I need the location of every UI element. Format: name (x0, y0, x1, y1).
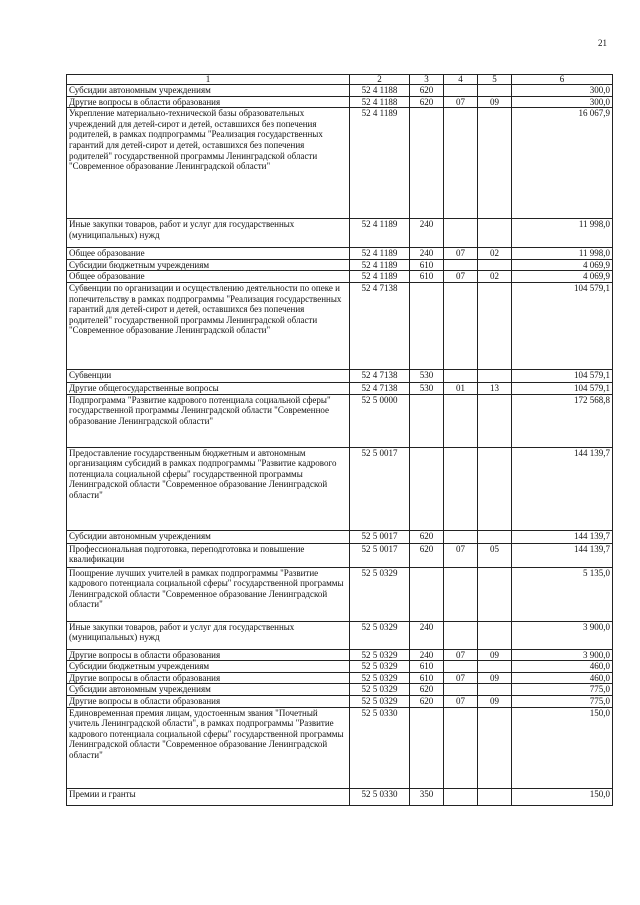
row-subsection (478, 661, 512, 673)
row-amount: 300,0 (512, 96, 613, 108)
table-row (67, 248, 613, 260)
row-amount: 16 067,9 (512, 108, 613, 219)
row-name: Субсидии бюджетным учреждениям (67, 661, 350, 673)
row-amount: 775,0 (512, 684, 613, 696)
header-cell: 5 (478, 75, 512, 85)
budget-table (66, 74, 613, 806)
row-subsection (478, 567, 512, 621)
row-name: Поощрение лучших учителей в рамках подпрограммы "Развитие кадрового потенциала социальной сферы" государственной программы Ленинградской области "Современное образование Ленинградской области" (67, 567, 350, 621)
table-row (67, 259, 613, 271)
row-section: 07 (444, 543, 478, 567)
row-subsection (478, 621, 512, 649)
row-target-code: 52 5 0329 (350, 684, 410, 696)
table-row (67, 661, 613, 673)
table-row (67, 394, 613, 447)
row-target-code: 52 5 0329 (350, 661, 410, 673)
row-target-code: 52 4 1188 (350, 85, 410, 97)
row-expense-type: 530 (410, 382, 444, 394)
row-section: 07 (444, 695, 478, 707)
row-target-code: 52 5 0017 (350, 447, 410, 530)
row-name: Субвенции (67, 369, 350, 382)
row-subsection (478, 282, 512, 369)
row-section: 07 (444, 672, 478, 684)
row-section: 07 (444, 271, 478, 283)
row-expense-type: 610 (410, 259, 444, 271)
table-row (67, 684, 613, 696)
row-amount: 4 069,9 (512, 271, 613, 283)
row-amount: 460,0 (512, 672, 613, 684)
row-target-code: 52 5 0329 (350, 621, 410, 649)
row-subsection (478, 108, 512, 219)
row-name: Другие вопросы в области образования (67, 672, 350, 684)
row-name: Субсидии автономным учреждениям (67, 85, 350, 97)
row-name: Другие общегосударственные вопросы (67, 382, 350, 394)
table-header-row (67, 75, 613, 85)
row-amount: 172 568,8 (512, 394, 613, 447)
row-section (444, 530, 478, 543)
row-expense-type: 240 (410, 621, 444, 649)
row-name: Другие вопросы в области образования (67, 96, 350, 108)
row-expense-type: 620 (410, 684, 444, 696)
row-target-code: 52 4 1189 (350, 219, 410, 248)
row-subsection: 13 (478, 382, 512, 394)
row-amount: 300,0 (512, 85, 613, 97)
table-row (67, 649, 613, 661)
row-amount: 460,0 (512, 661, 613, 673)
row-expense-type: 240 (410, 248, 444, 260)
row-target-code: 52 5 0000 (350, 394, 410, 447)
row-expense-type: 620 (410, 530, 444, 543)
row-name: Иные закупки товаров, работ и услуг для государственных (муниципальных) нужд (67, 621, 350, 649)
row-name: Другие вопросы в области образования (67, 649, 350, 661)
row-expense-type (410, 567, 444, 621)
row-section (444, 219, 478, 248)
table-row (67, 672, 613, 684)
row-expense-type: 620 (410, 85, 444, 97)
row-expense-type: 240 (410, 649, 444, 661)
row-expense-type: 530 (410, 369, 444, 382)
row-subsection: 05 (478, 543, 512, 567)
row-target-code: 52 5 0329 (350, 649, 410, 661)
row-expense-type: 610 (410, 271, 444, 283)
row-section (444, 661, 478, 673)
row-target-code: 52 4 7138 (350, 382, 410, 394)
header-cell: 4 (444, 75, 478, 85)
row-subsection (478, 684, 512, 696)
row-subsection (478, 447, 512, 530)
row-amount: 144 139,7 (512, 530, 613, 543)
row-expense-type: 610 (410, 672, 444, 684)
row-target-code: 52 4 1188 (350, 96, 410, 108)
row-amount: 3 900,0 (512, 649, 613, 661)
row-target-code: 52 5 0330 (350, 788, 410, 805)
row-section (444, 369, 478, 382)
table-row (67, 85, 613, 97)
table-row (67, 108, 613, 219)
header-cell: 3 (410, 75, 444, 85)
row-expense-type: 240 (410, 219, 444, 248)
row-target-code: 52 4 7138 (350, 282, 410, 369)
row-section (444, 282, 478, 369)
row-expense-type: 350 (410, 788, 444, 805)
row-expense-type: 620 (410, 96, 444, 108)
table-row (67, 788, 613, 805)
row-target-code: 52 4 1189 (350, 108, 410, 219)
row-target-code: 52 4 7138 (350, 369, 410, 382)
row-expense-type: 620 (410, 543, 444, 567)
row-subsection (478, 259, 512, 271)
table-row (67, 369, 613, 382)
row-amount: 150,0 (512, 788, 613, 805)
row-subsection: 09 (478, 672, 512, 684)
row-expense-type (410, 447, 444, 530)
row-name: Предоставление государственным бюджетным и автономным организациям субсидий в рамках подпрограммы "Развитие кадрового потенциала социальной сферы" государственной программы Ленинградской области "Современное образование Ленинградской области" (67, 447, 350, 530)
row-name: Премии и гранты (67, 788, 350, 805)
row-name: Общее образование (67, 271, 350, 283)
row-amount: 104 579,1 (512, 282, 613, 369)
row-target-code: 52 5 0329 (350, 567, 410, 621)
row-expense-type (410, 394, 444, 447)
table-row (67, 382, 613, 394)
row-section (444, 621, 478, 649)
row-expense-type (410, 707, 444, 788)
table-row (67, 271, 613, 283)
row-subsection (478, 788, 512, 805)
row-name: Субвенции по организации и осуществлению деятельности по опеке и попечительству в рамках подпрограммы "Реализация государственных гарантий для детей-сирот и детей, оставшихся без попечения родителей" государственной программы Ленинградской области "Современное образование Ленинградской области" (67, 282, 350, 369)
row-name: Укрепление материально-технической базы образовательных учреждений для детей-сирот и детей, оставшихся без попечения родителей, в рамках подпрограммы "Реализация государственных гарантий для детей-сирот и детей, оставшихся без попечения родителей" государственной программы Ленинградской области "Современное образование Ленинградской области" (67, 108, 350, 219)
row-subsection (478, 219, 512, 248)
table-row (67, 543, 613, 567)
row-target-code: 52 4 1189 (350, 271, 410, 283)
row-expense-type: 610 (410, 661, 444, 673)
row-amount: 144 139,7 (512, 543, 613, 567)
row-target-code: 52 5 0017 (350, 530, 410, 543)
row-section (444, 259, 478, 271)
row-subsection (478, 369, 512, 382)
table-row (67, 695, 613, 707)
row-amount: 104 579,1 (512, 382, 613, 394)
table-row (67, 219, 613, 248)
row-amount: 11 998,0 (512, 219, 613, 248)
row-subsection (478, 85, 512, 97)
row-section: 07 (444, 248, 478, 260)
table-row (67, 567, 613, 621)
row-subsection (478, 707, 512, 788)
row-name: Другие вопросы в области образования (67, 695, 350, 707)
row-section: 07 (444, 649, 478, 661)
row-name: Единовременная премия лицам, удостоенным звания "Почетный учитель Ленинградской области", в рамках подпрограммы "Развитие кадрового потенциала социальной сферы" государственной программы Ленинградской области "Современное образование Ленинградской области" (67, 707, 350, 788)
row-amount: 11 998,0 (512, 248, 613, 260)
row-amount: 5 135,0 (512, 567, 613, 621)
row-subsection: 09 (478, 695, 512, 707)
row-target-code: 52 5 0017 (350, 543, 410, 567)
row-amount: 104 579,1 (512, 369, 613, 382)
row-target-code: 52 4 1189 (350, 248, 410, 260)
header-cell: 1 (67, 75, 350, 85)
row-name: Субсидии автономным учреждениям (67, 530, 350, 543)
row-section (444, 567, 478, 621)
row-amount: 775,0 (512, 695, 613, 707)
row-section (444, 684, 478, 696)
row-section (444, 85, 478, 97)
table-row (67, 530, 613, 543)
row-name: Субсидии бюджетным учреждениям (67, 259, 350, 271)
row-section (444, 707, 478, 788)
row-subsection: 02 (478, 271, 512, 283)
row-subsection: 02 (478, 248, 512, 260)
table-row (67, 621, 613, 649)
row-name: Профессиональная подготовка, переподготовка и повышение квалификации (67, 543, 350, 567)
table-row (67, 282, 613, 369)
row-subsection: 09 (478, 649, 512, 661)
header-cell: 6 (512, 75, 613, 85)
table-row (67, 447, 613, 530)
row-name: Субсидии автономным учреждениям (67, 684, 350, 696)
row-name: Общее образование (67, 248, 350, 260)
row-section (444, 447, 478, 530)
row-expense-type (410, 108, 444, 219)
row-expense-type (410, 282, 444, 369)
row-target-code: 52 4 1189 (350, 259, 410, 271)
row-target-code: 52 5 0329 (350, 672, 410, 684)
row-name: Иные закупки товаров, работ и услуг для государственных (муниципальных) нужд (67, 219, 350, 248)
row-amount: 4 069,9 (512, 259, 613, 271)
row-amount: 150,0 (512, 707, 613, 788)
table-row (67, 707, 613, 788)
row-section (444, 788, 478, 805)
row-amount: 144 139,7 (512, 447, 613, 530)
row-subsection: 09 (478, 96, 512, 108)
row-amount: 3 900,0 (512, 621, 613, 649)
row-section (444, 394, 478, 447)
row-subsection (478, 394, 512, 447)
row-section: 01 (444, 382, 478, 394)
row-subsection (478, 530, 512, 543)
page-number: 21 (598, 38, 607, 48)
row-name: Подпрограмма "Развитие кадрового потенциала социальной сферы" государственной программы Ленинградской области "Современное образование Ленинградской области" (67, 394, 350, 447)
header-cell: 2 (350, 75, 410, 85)
row-expense-type: 620 (410, 695, 444, 707)
row-section: 07 (444, 96, 478, 108)
table-row (67, 96, 613, 108)
row-target-code: 52 5 0329 (350, 695, 410, 707)
row-section (444, 108, 478, 219)
row-target-code: 52 5 0330 (350, 707, 410, 788)
